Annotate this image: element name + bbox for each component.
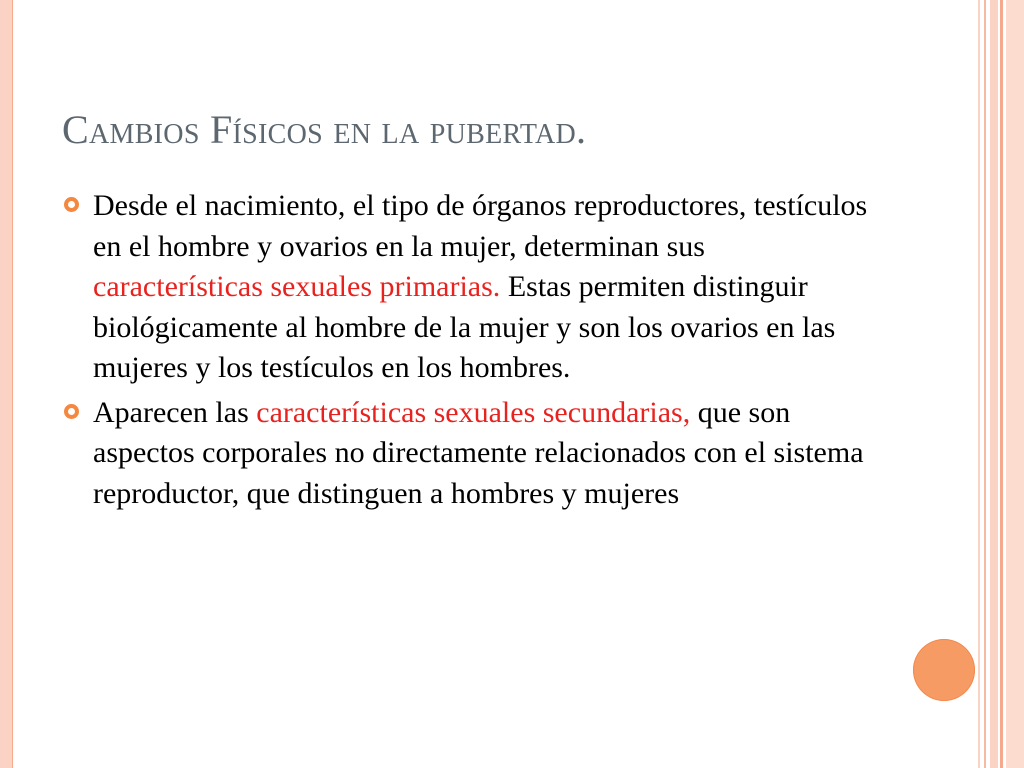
slide-title: Cambios Físicos en la pubertad. (62, 107, 587, 152)
left-border-strip (0, 0, 13, 768)
highlighted-term: características sexuales secundarias, (256, 395, 691, 429)
bullet-item (62, 186, 882, 389)
bullet-text: que son aspectos corporales no directamente relacionados con el sistema reproductor, que distinguen a hombres y mujeres (93, 395, 864, 510)
circle-bullet-icon (64, 197, 79, 212)
stripe (978, 0, 980, 768)
bullet-text: Aparecen las (93, 395, 257, 429)
circle-bullet-icon (64, 404, 79, 419)
stripe (1000, 0, 1003, 768)
bullet-text: Estas permiten distinguir biológicamente al hombre de la mujer y son los ovarios en las mujeres y los testículos en los hombres. (93, 270, 836, 384)
decorative-circle (913, 639, 975, 701)
stripe (1006, 0, 1024, 768)
bullet-item (62, 393, 882, 515)
bullet-text: Desde el nacimiento, el tipo de órganos reproductores, testículos en el hombre y ovarios en la mujer, determinan sus (93, 189, 868, 263)
stripe (990, 0, 998, 768)
highlighted-term: características sexuales primarias. (93, 270, 501, 303)
stripe (984, 0, 986, 768)
slide-body (62, 186, 882, 518)
right-decorative-stripes (978, 0, 1024, 768)
